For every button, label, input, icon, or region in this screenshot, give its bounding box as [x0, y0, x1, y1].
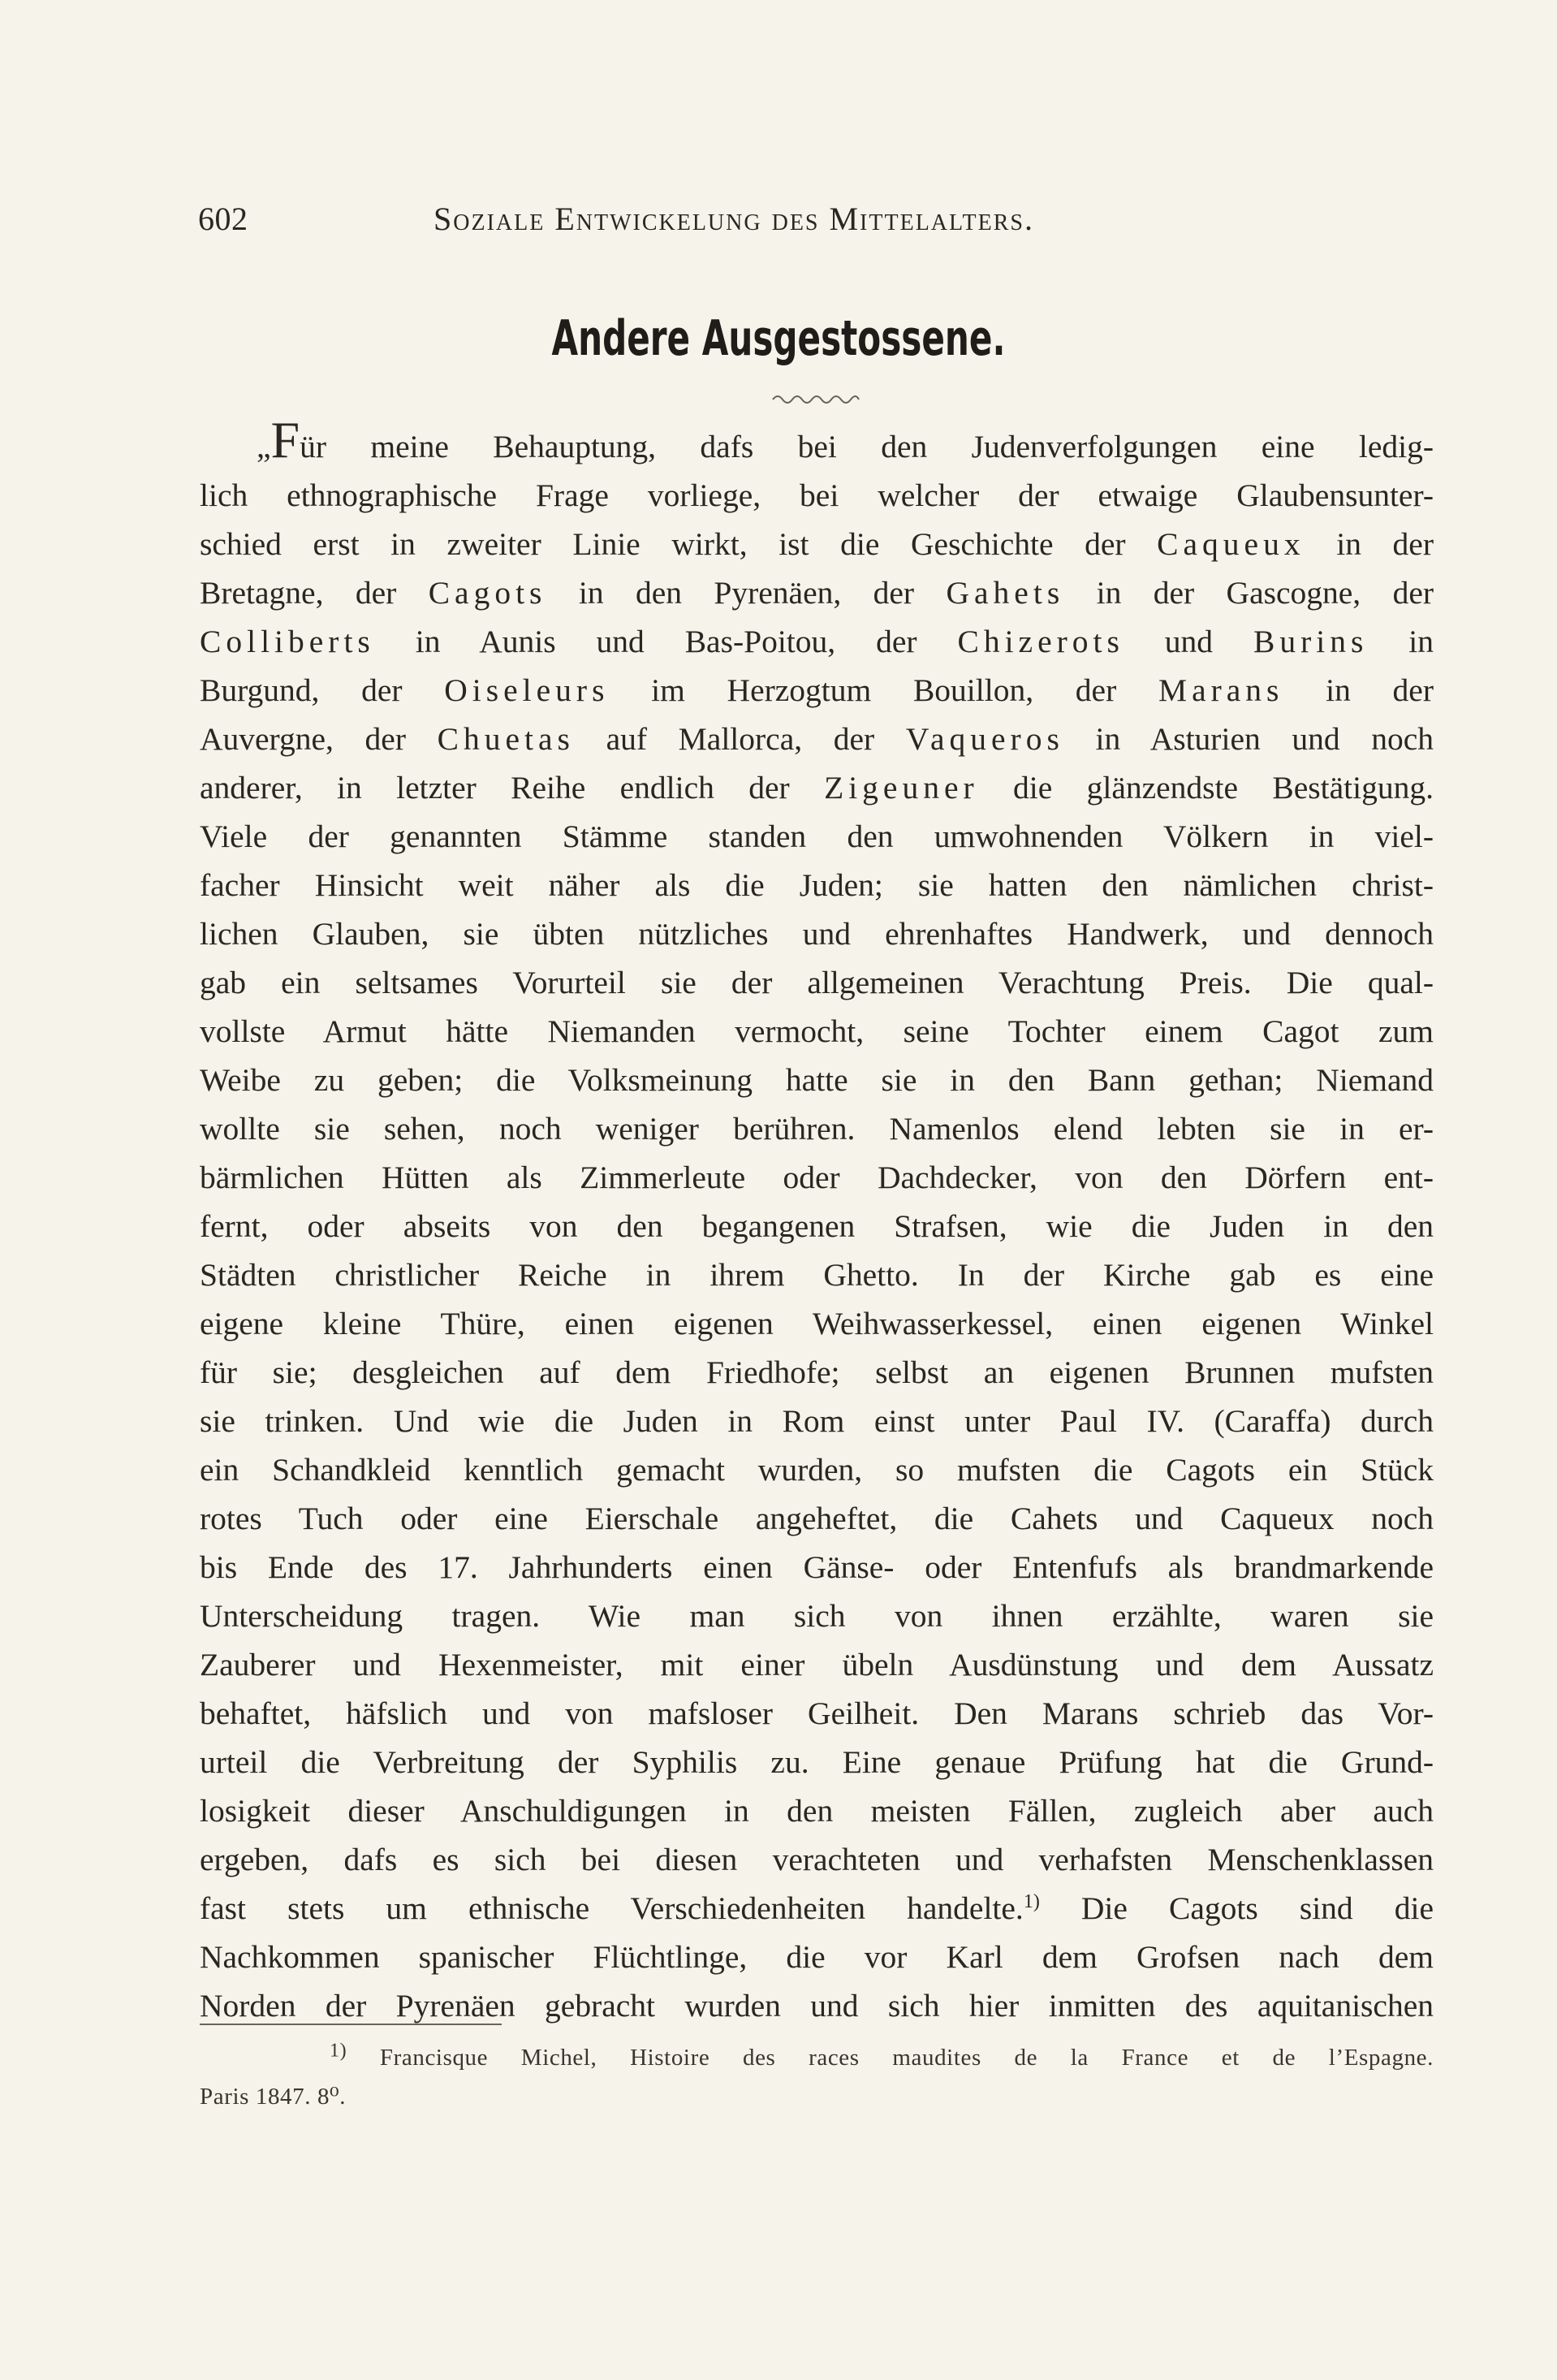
emphasized-term: Vaqueros [905, 721, 1064, 757]
emphasized-term: Gahets [946, 575, 1065, 611]
text-line: Auvergne, der Chuetas auf Mallorca, der Vaqueros in Asturien und noch [200, 721, 1434, 757]
running-title: Soziale Entwickelung des Mittelalters. [433, 201, 1035, 237]
text-line: Städten christlicher Reiche in ihrem Ghetto. In der Kirche gab es eine [200, 1257, 1434, 1293]
section-title: Andere Ausgestossene. [551, 310, 1006, 367]
emphasized-term: Marans [1158, 672, 1284, 708]
wavy-ornament-icon [771, 391, 860, 404]
text-line: schied erst in zweiter Linie wirkt, ist die Geschichte der Caqueux in der [200, 526, 1434, 562]
text-line: lichen Glauben, sie übten nützliches und ehrenhaftes Handwerk, und dennoch [200, 916, 1434, 952]
text-line: Zauberer und Hexenmeister, mit einer übeln Ausdünstung und dem Aussatz [200, 1647, 1434, 1682]
text-line: ergeben, dafs es sich bei diesen verachteten und verhafsten Menschenklassen [200, 1842, 1434, 1877]
text-line: Norden der Pyrenäen gebracht wurden und sich hier inmitten des aquitanischen [200, 1988, 1434, 2024]
footnote-line: Paris 1847. 8⁰. [200, 2084, 347, 2110]
text-line: vollste Armut hätte Niemanden vermocht, seine Tochter einem Cagot zum [200, 1013, 1434, 1049]
footnote-divider [200, 2024, 502, 2025]
text-line: fast stets um ethnische Verschiedenheiten handelte.$^{1)}$ Die Cagots sind die [200, 1890, 1434, 1926]
emphasized-term: Burins [1253, 624, 1369, 659]
text-line: Bretagne, der Cagots in den Pyrenäen, der Gahets in der Gascogne, der [200, 575, 1434, 611]
emphasized-term: Cagots [428, 575, 547, 611]
running-head [198, 200, 1440, 248]
text-line: bärmlichen Hütten als Zimmerleute oder Dachdecker, von den Dörfern ent- [200, 1160, 1434, 1195]
footnote-marker: 1) [330, 2040, 347, 2062]
text-line: Viele der genannten Stämme standen den umwohnenden Völkern in viel- [200, 819, 1434, 854]
text-line: urteil die Verbreitung der Syphilis zu. Eine genaue Prüfung hat die Grund- [200, 1744, 1434, 1780]
footnote-line: $^{1)}$ Francisque Michel, Histoire des races maudites de la France et de l’Espagne. [330, 2040, 1434, 2071]
emphasized-term: Chizerots [957, 624, 1124, 659]
emphasized-term: Oiseleurs [444, 672, 610, 708]
footnote-reference: 1) [1023, 1890, 1040, 1912]
text-line: für sie; desgleichen auf dem Friedhofe; selbst an eigenen Brunnen mufsten [200, 1354, 1434, 1390]
body-text [200, 411, 1434, 2030]
text-line: anderer, in letzter Reihe endlich der Zigeuner die glänzendste Bestätigung. [200, 770, 1434, 806]
text-line: eigene kleine Thüre, einen eigenen Weihwasserkessel, einen eigenen Winkel [200, 1306, 1434, 1341]
emphasized-term: Chuetas [437, 721, 575, 757]
footnote [200, 2038, 1434, 2116]
text-line: Nachkommen spanischer Flüchtlinge, die vor Karl dem Grofsen nach dem [200, 1939, 1434, 1975]
text-line: Weibe zu geben; die Volksmeinung hatte sie in den Bann gethan; Niemand [200, 1062, 1434, 1098]
text-line: facher Hinsicht weit näher als die Juden; sie hatten den nämlichen christ- [200, 867, 1434, 903]
text-line: losigkeit dieser Anschuldigungen in den meisten Fällen, zugleich aber auch [200, 1793, 1434, 1829]
text-line: Unterscheidung tragen. Wie man sich von ihnen erzählte, waren sie [200, 1598, 1434, 1634]
emphasized-term: Zigeuner [824, 770, 979, 806]
text-line: Colliberts in Aunis und Bas-Poitou, der Chizerots und Burins in [200, 624, 1434, 659]
text-line: behaftet, häfslich und von mafsloser Geilheit. Den Marans schrieb das Vor- [200, 1695, 1434, 1731]
text-line: sie trinken. Und wie die Juden in Rom einst unter Paul IV. (Caraffa) durch [200, 1403, 1434, 1439]
text-line: gab ein seltsames Vorurteil sie der allgemeinen Verachtung Preis. Die qual- [200, 965, 1434, 1000]
text-line: bis Ende des 17. Jahrhunderts einen Gänse- oder Entenfufs als brandmarkende [200, 1549, 1434, 1585]
emphasized-term: Caqueux [1157, 526, 1305, 562]
drop-cap: F [270, 411, 300, 469]
text-line: fernt, oder abseits von den begangenen Strafsen, wie die Juden in den [200, 1208, 1434, 1244]
text-line: rotes Tuch oder eine Eierschale angeheftet, die Cahets und Caqueux noch [200, 1501, 1434, 1536]
text-line: Burgund, der Oiseleurs im Herzogtum Bouillon, der Marans in der [200, 672, 1434, 708]
text-line: wollte sie sehen, noch weniger berühren. Namenlos elend lebten sie in er- [200, 1111, 1434, 1147]
emphasized-term: Colliberts [200, 624, 375, 659]
text-line: ein Schandkleid kenntlich gemacht wurden, so mufsten die Cagots ein Stück [200, 1452, 1434, 1488]
text-line: lich ethnographische Frage vorliege, bei welcher der etwaige Glaubensunter- [200, 477, 1434, 513]
page-number: 602 [198, 201, 248, 237]
text-line: „Für meine Behauptung, dafs bei den Judenverfolgungen eine ledig- [257, 411, 1434, 469]
